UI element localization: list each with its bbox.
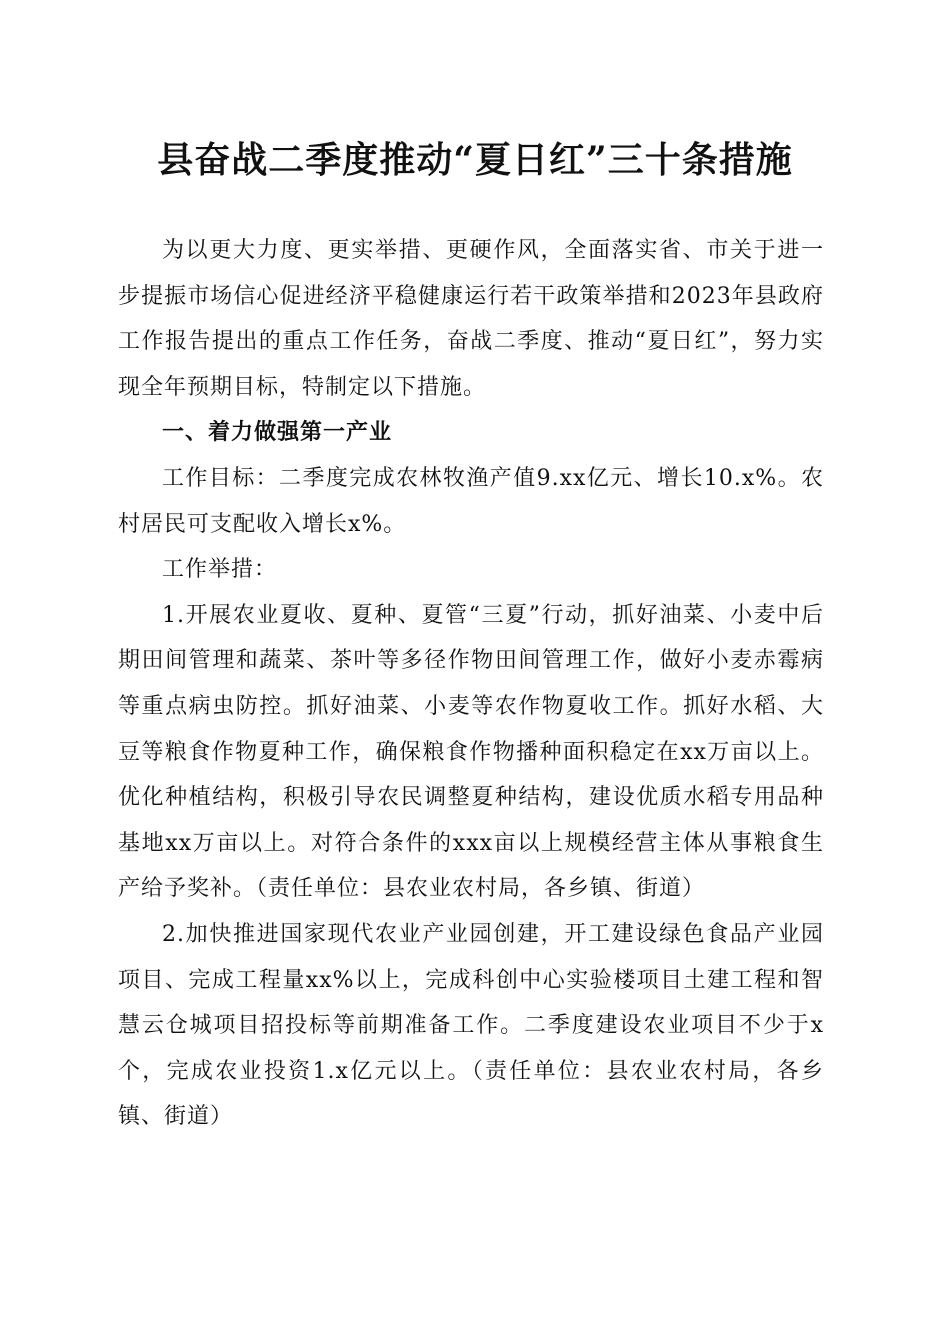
document-title: 县奋战二季度推动“夏日红”三十条措施 [157, 139, 793, 181]
work-measures-label: 工作举措： [162, 557, 278, 583]
document-body [118, 228, 824, 1140]
measure-item-1: 1.开展农业夏收、夏种、夏管“三夏”行动，抓好油菜、小麦中后期田间管理和蔬菜、茶叶等多径作物田间管理工作，做好小麦赤霉病等重点病虫防控。抓好油菜、小麦等农作物夏收工作。抓好水稻、大豆等粮食作物夏种工作，确保粮食作物播种面积稳定在xx万亩以上。优化种植结构，积极引导农民调整夏种结构，建设优质水稻专用品种基地xx万亩以上。对符合条件的xxx亩以上规模经营主体从事粮食生产给予奖补。（责任单位：县农业农村局，各乡镇、街道） [118, 602, 824, 902]
intro-paragraph: 为以更大力度、更实举措、更硬作风，全面落实省、市关于进一步提振市场信心促进经济平稳健康运行若干政策举措和2023年县政府工作报告提出的重点工作任务，奋战二季度、推动“夏日红”，努力实现全年预期目标，特制定以下措施。 [118, 238, 824, 400]
measure-item-2: 2.加快推进国家现代农业产业园创建，开工建设绿色食品产业园项目、完成工程量xx%以上，完成科创中心实验楼项目土建工程和智慧云仓城项目招投标等前期准备工作。二季度建设农业项目不少于x个，完成农业投资1.x亿元以上。（责任单位：县农业农村局，各乡镇、街道） [118, 921, 824, 1130]
section-heading: 一、着力做强第一产业 [162, 420, 393, 446]
work-goal-paragraph: 工作目标：二季度完成农林牧渔产值9.xx亿元、增长10.x%。农村居民可支配收入增长x%。 [118, 465, 824, 537]
